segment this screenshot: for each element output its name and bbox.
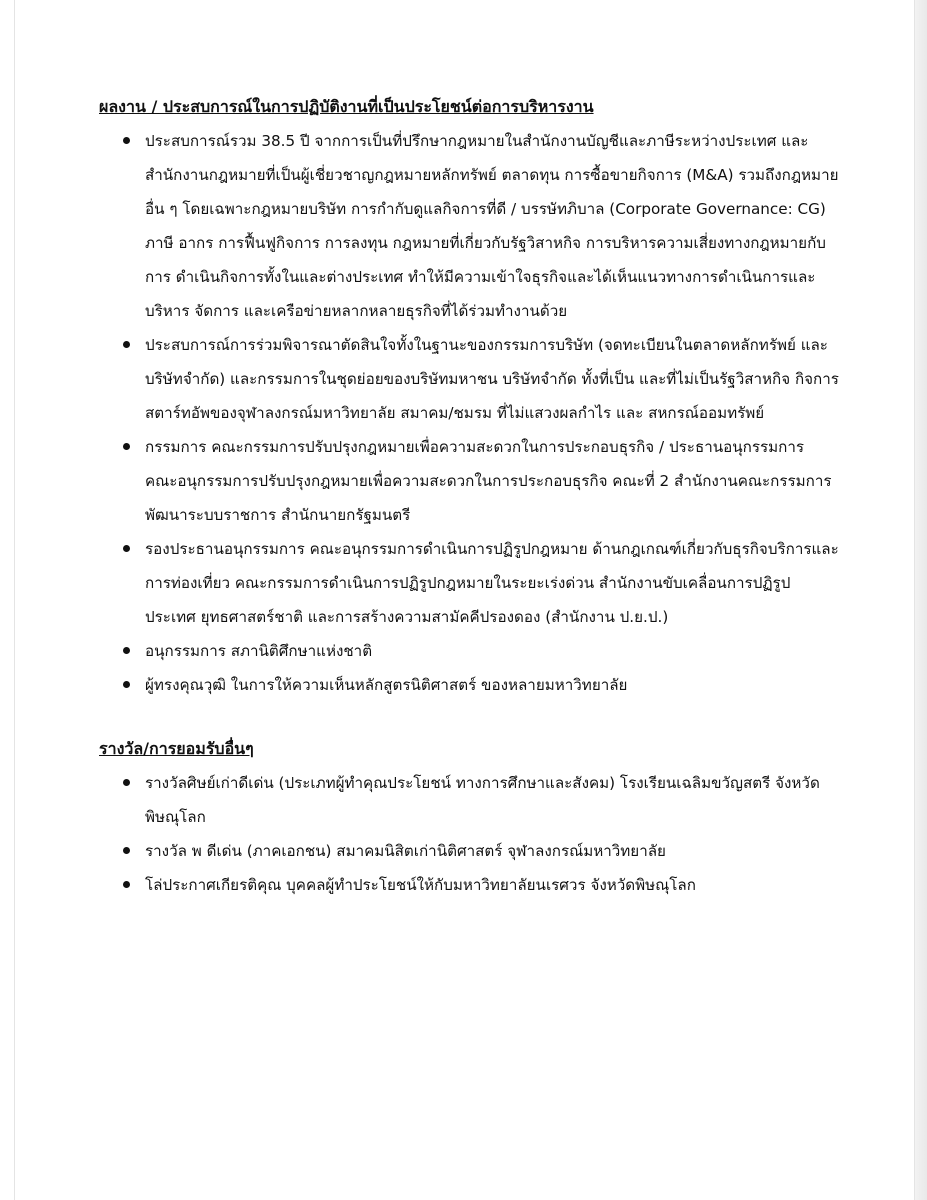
award-item-1: รางวัลศิษย์เก่าดีเด่น (ประเภทผู้ทำคุณประโยชน์ ทางการศึกษาและสังคม) โรงเรียนเฉลิมขวัญสตรี จังหวัด พิษณุโลก <box>145 774 820 826</box>
bullet-icon <box>123 443 130 450</box>
document-page <box>14 0 915 1200</box>
award-item-2: รางวัล พ ดีเด่น (ภาคเอกชน) สมาคมนิสิตเก่านิติศาสตร์ จุฬาลงกรณ์มหาวิทยาลัย <box>145 842 666 860</box>
list-item <box>99 668 839 702</box>
bullet-icon <box>123 881 130 888</box>
list-item <box>99 124 839 328</box>
awards-list <box>99 766 839 902</box>
list-item <box>99 868 839 902</box>
experience-item-4: รองประธานอนุกรรมการ คณะอนุกรรมการดำเนินการปฏิรูปกฎหมาย ด้านกฎเกณฑ์เกี่ยวกับธุรกิจบริการและ การท่องเที่ยว คณะกรรมการดำเนินการปฏิรูปกฎหมายในระยะเร่งด่วน สำนักงานขับเคลื่อนการปฏิรูปประเทศ ยุทธศาสตร์ชาติ และการสร้างความสามัคคีปรองดอง (สำนักงาน ป.ย.ป.) <box>145 540 839 626</box>
experience-item-6: ผู้ทรงคุณวุฒิ ในการให้ความเห็นหลักสูตรนิติศาสตร์ ของหลายมหาวิทยาลัย <box>145 676 628 694</box>
awards-heading: รางวัล/การยอมรับอื่นๆ <box>99 739 254 758</box>
list-item <box>99 834 839 868</box>
experience-item-1: ประสบการณ์รวม 38.5 ปี จากการเป็นที่ปรึกษากฎหมายในสำนักงานบัญชีและภาษีระหว่างประเทศ และ สำนักงานกฎหมายที่เป็นผู้เชี่ยวชาญกฎหมายหลักทรัพย์ ตลาดทุน การซื้อขายกิจการ (M&A) รวมถึงกฎหมาย อื่น ๆ โดยเฉพาะกฎหมายบริษัท การกำกับดูแลกิจการที่ดี / บรรษัทภิบาล (Corporate Governance: CG) ภาษี อากร การฟื้นฟูกิจการ การลงทุน กฎหมายที่เกี่ยวกับรัฐวิสาหกิจ การบริหารความเสี่ยงทางกฎหมายกับการ ดำเนินกิจการทั้งในและต่างประเทศ ทำให้มีความเข้าใจธุรกิจและได้เห็นแนวทางการดำเนินการและบริหาร จัดการ และเครือข่ายหลากหลายธุรกิจที่ได้ร่วมทำงานด้วย <box>145 132 839 320</box>
experience-heading: ผลงาน / ประสบการณ์ในการปฏิบัติงานที่เป็นประโยชน์ต่อการบริหารงาน <box>99 97 594 116</box>
experience-item-3: กรรมการ คณะกรรมการปรับปรุงกฎหมายเพื่อความสะดวกในการประกอบธุรกิจ / ประธานอนุกรรมการ คณะอนุกรรมการปรับปรุงกฎหมายเพื่อความสะดวกในการประกอบธุรกิจ คณะที่ 2 สำนักงานคณะกรรมการ พัฒนาระบบราชการ สำนักนายกรัฐมนตรี <box>145 438 832 524</box>
list-item <box>99 766 839 834</box>
list-item <box>99 532 839 634</box>
award-item-3: โล่ประกาศเกียรติคุณ บุคคลผู้ทำประโยชน์ให้กับมหาวิทยาลัยนเรศวร จังหวัดพิษณุโลก <box>145 876 696 894</box>
bullet-icon <box>123 681 130 688</box>
bullet-icon <box>123 341 130 348</box>
list-item <box>99 430 839 532</box>
list-item <box>99 634 839 668</box>
bullet-icon <box>123 545 130 552</box>
bullet-icon <box>123 779 130 786</box>
awards-section <box>99 738 839 902</box>
bullet-icon <box>123 647 130 654</box>
list-item <box>99 328 839 430</box>
experience-item-5: อนุกรรมการ สภานิติศึกษาแห่งชาติ <box>145 642 373 660</box>
bullet-icon <box>123 137 130 144</box>
experience-item-2: ประสบการณ์การร่วมพิจารณาตัดสินใจทั้งในฐานะของกรรมการบริษัท (จดทะเบียนในตลาดหลักทรัพย์ และ บริษัทจำกัด) และกรรมการในชุดย่อยของบริษัทมหาชน บริษัทจำกัด ทั้งที่เป็น และที่ไม่เป็นรัฐวิสาหกิจ กิจการ สตาร์ทอัพของจุฬาลงกรณ์มหาวิทยาลัย สมาคม/ชมรม ที่ไม่แสวงผลกำไร และ สหกรณ์ออมทรัพย์ <box>145 336 839 422</box>
bullet-icon <box>123 847 130 854</box>
experience-list <box>99 124 839 702</box>
document-content <box>99 96 839 902</box>
